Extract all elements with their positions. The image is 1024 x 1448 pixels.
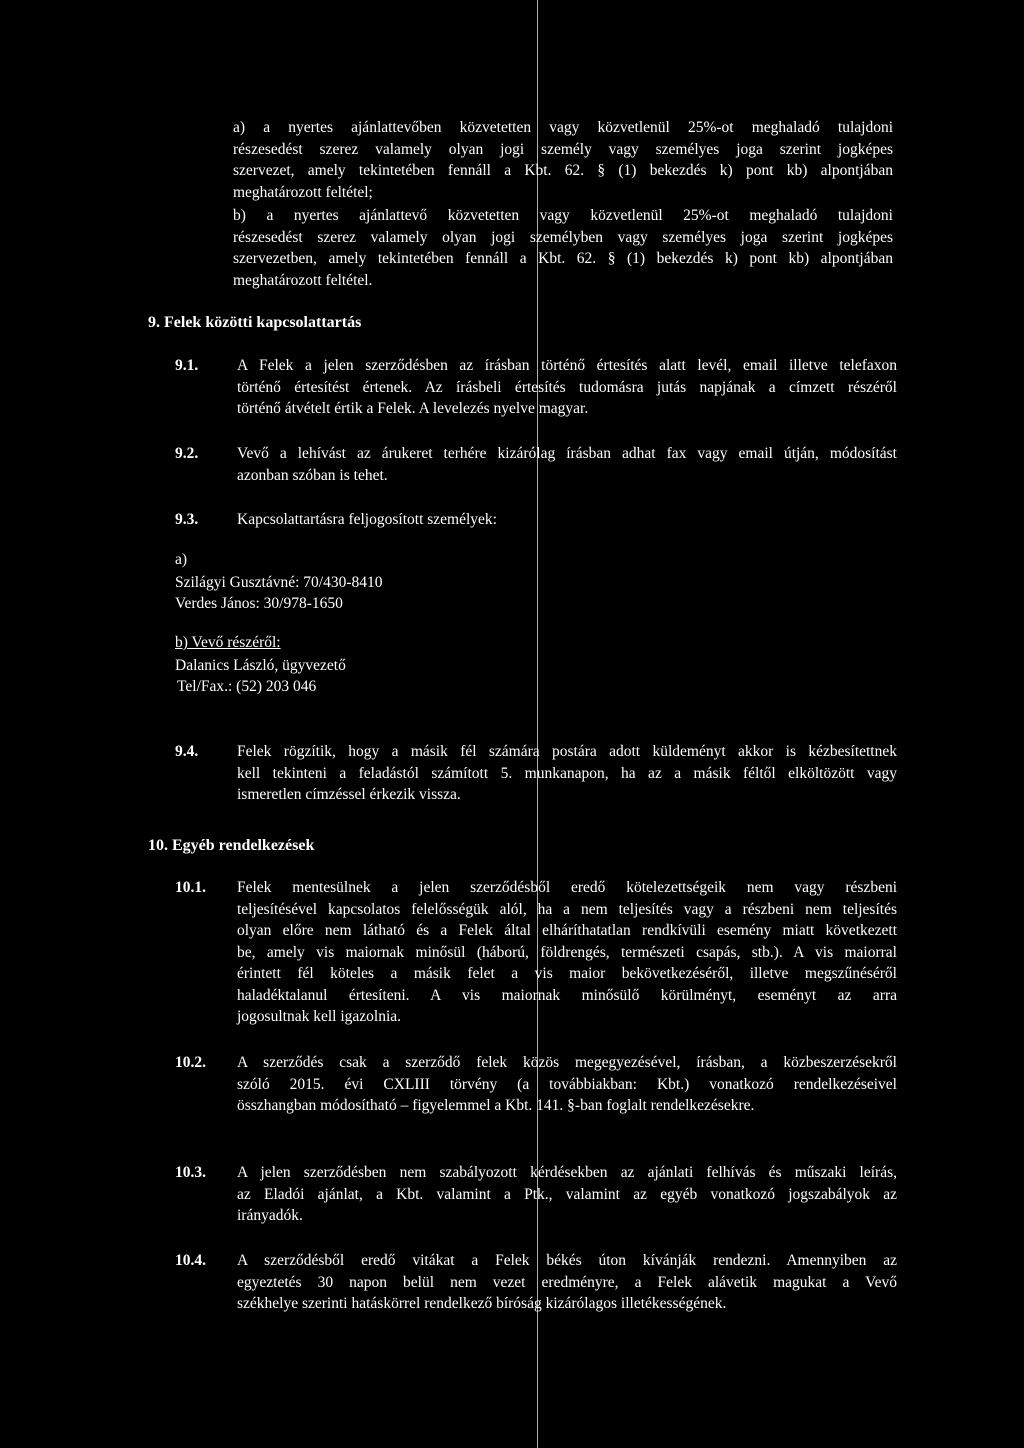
paragraph-b [233,205,893,291]
text-line: részesedést szerez valamely olyan jogi személyben vagy személyes joga szerint jogképes [233,228,893,246]
section-10-3-number: 10.3. [175,1164,206,1181]
contact-b-list [175,655,346,697]
text-line: kell tekinteni a feladástól számított 5. munkanapon, ha az a másik féltől elköltözött vagy [237,764,897,782]
contact-b-label: b) Vevő részéről: [175,634,281,651]
section-9-1-number: 9.1. [175,357,199,374]
contact-line: Tel/Fax.: (52) 203 046 [177,678,317,695]
section-9-2-number: 9.2. [175,445,199,462]
text-line: jogosultnak kell igazolnia. [237,1008,402,1025]
text-line: érintett fél köteles a másik felet a vis maior bekövetkezéséről, illetve megszűnéséről [237,965,897,982]
text-line: szervezet, amely tekintetében fennáll a Kbt. 62. § (1) bekezdés k) pont kb) alpontjában [233,162,893,179]
section-9-1-text [237,355,897,420]
text-line: A szerződés csak a szerződő felek közös megegyezésével, írásban, a közbeszerzésekről [237,1054,897,1071]
text-line: teljesítésével kapcsolatos felelősségük alól, ha a nem teljesítés vagy a részbeni nem teljesítés [237,900,897,918]
contact-a-list [175,572,383,614]
text-line: irányadók. [237,1207,303,1224]
text-line: szóló 2015. évi CXLIII törvény (a továbbiakban: Kbt.) vonatkozó rendelkezéseivel [237,1075,897,1093]
text-line: Felek rögzítik, hogy a másik fél számára postára adott küldeményt akkor is kézbesítettnek [237,743,897,760]
contact-line: Szilágyi Gusztávné: 70/430-8410 [175,574,383,591]
text-line: b) a nyertes ajánlattevő közvetetten vagy közvetlenül 25%-ot meghaladó tulajdoni [233,207,893,224]
section-9-title: 9. Felek közötti kapcsolattartás [148,314,362,331]
section-10-3-text [237,1162,897,1227]
text-line: haladéktalanul értesíteni. A vis maiornak minősülő körülményt, eseményt az arra [237,986,897,1004]
paragraph-a [233,117,893,203]
text-line: történő értesítést értenek. Az írásbeli értesítés tudomásra jutás napjának a címzett részéről [237,378,897,396]
text-line: meghatározott feltétel. [233,271,373,289]
section-10-1-number: 10.1. [175,879,206,896]
contact-line: Verdes János: 30/978-1650 [175,595,343,612]
section-10-title: 10. Egyéb rendelkezések [148,837,315,854]
text-line: azonban szóban is tehet. [237,466,388,484]
text-line: történő átvételt értik a Felek. A levelezés nyelve magyar. [237,400,589,417]
section-10-2-text [237,1052,897,1117]
section-9-4-text [237,741,897,806]
text-line: székhelye szerinti hatáskörrel rendelkező bíróság kizárólagos illetékességének. [237,1295,727,1312]
text-line: A jelen szerződésben nem szabályozott kérdésekben az ajánlati felhívás és műszaki leírás, [237,1164,897,1181]
text-line: A Felek a jelen szerződésben az írásban történő értesítés alatt levél, email illetve telefaxon [237,357,897,374]
section-9-3-number: 9.3. [175,511,199,528]
section-10-1-text [237,877,897,1028]
text-line: a) a nyertes ajánlattevőben közvetetten vagy közvetlenül 25%-ot meghaladó tulajdoni [233,119,893,136]
contact-line: Dalanics László, ügyvezető [175,657,346,674]
text-line: Felek mentesülnek a jelen szerződésből eredő kötelezettségeik nem vagy részbeni [237,879,897,896]
section-10-4-number: 10.4. [175,1252,206,1269]
text-line: részesedést szerez valamely olyan jogi személy vagy személyes joga szerint jogképes [233,140,893,158]
contact-a-label: a) [175,551,188,568]
text-line: az Eladói ajánlat, a Kbt. valamint a Ptk., valamint az egyéb vonatkozó jogszabályok az [237,1185,897,1203]
text-line: ismeretlen címzéssel érkezik vissza. [237,786,461,803]
text-line: meghatározott feltétel; [233,183,373,201]
text-line: olyan előre nem látható és a Felek által elháríthatatlan rendkívüli esemény miatt következett [237,922,897,939]
text-line: Vevő a lehívást az árukeret terhére kizárólag írásban adhat fax vagy email útján, módosítást [237,445,897,462]
text-line: összhangban módosítható – figyelemmel a Kbt. 141. §-ban foglalt rendelkezésekre. [237,1097,755,1114]
section-9-3-text: Kapcsolattartásra feljogosított személyek: [237,511,497,528]
text-line: be, amely vis maiornak minősül (háború, földrengés, természeti csapás, stb.). A vis maiorral [237,943,897,961]
text-line: egyeztetés 30 napon belül nem vezet eredményre, a Felek alávetik magukat a Vevő [237,1273,897,1291]
text-line: szervezetben, amely tekintetében fennáll a Kbt. 62. § (1) bekezdés k) pont kb) alpontjában [233,250,893,267]
section-10-4-text [237,1250,897,1315]
section-9-4-number: 9.4. [175,743,199,760]
section-9-2-text [237,443,897,486]
text-line: A szerződésből eredő vitákat a Felek békés úton kívánják rendezni. Amennyiben az [237,1252,897,1269]
section-10-2-number: 10.2. [175,1054,206,1071]
